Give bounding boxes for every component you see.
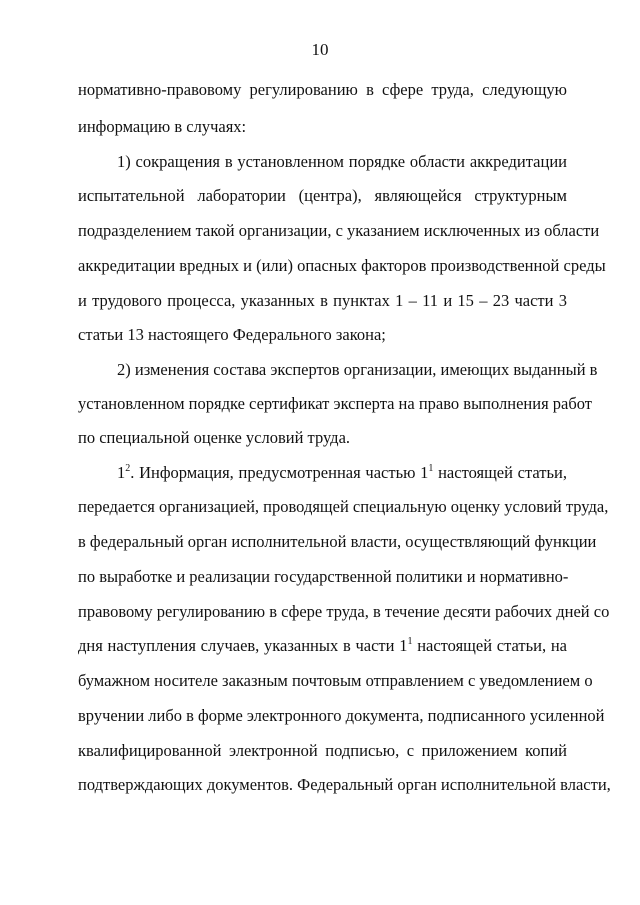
text-line: испытательной лаборатории (центра), являющейся структурным [78,186,567,205]
point-superscript: 2 [125,463,131,474]
text-line: нормативно-правовому регулированию в сфере труда, следующую [78,80,567,99]
text-fragment: . Информация, предусмотренная частью 1 [130,463,429,482]
text-fragment: настоящей статьи, [433,463,567,482]
text-line: 1) сокращения в установленном порядке области аккредитации [117,152,567,171]
text-line: по выработке и реализации государственной политики и нормативно- [78,567,569,586]
part-superscript: 1 [407,636,413,647]
text-line: статьи 13 настоящего Федерального закона; [78,325,386,344]
text-line: передается организацией, проводящей специальную оценку условий труда, [78,497,609,516]
text-fragment: дня наступления случаев, указанных в части 1 [78,636,408,655]
text-line: в федеральный орган исполнительной власти, осуществляющий функции [78,532,597,551]
text-line: правовому регулированию в сфере труда, в течение десяти рабочих дней со [78,602,610,621]
text-line: установленном порядке сертификат эксперта на право выполнения работ [78,394,592,413]
point-number: 1 [117,463,126,482]
text-line: аккредитации вредных и (или) опасных факторов производственной среды [78,256,606,275]
part-superscript: 1 [428,463,434,474]
text-line: бумажном носителе заказным почтовым отправлением с уведомлением о [78,671,593,690]
page-number: 10 [311,40,329,59]
text-line: 2) изменения состава экспертов организации, имеющих выданный в [117,360,598,379]
text-line: информацию в случаях: [78,117,247,136]
text-line: и трудового процесса, указанных в пунктах 1 – 11 и 15 – 23 части 3 [78,291,567,310]
text-line: по специальной оценке условий труда. [78,428,351,447]
text-line: подтверждающих документов. Федеральный орган исполнительной власти, [78,775,611,794]
text-line: вручении либо в форме электронного документа, подписанного усиленной [78,706,605,725]
text-line: квалифицированной электронной подписью, с приложением копий [78,741,567,760]
text-line-point-heading [117,463,567,483]
text-line: подразделением такой организации, с указанием исключенных из области [78,221,600,240]
text-line-with-reference [78,636,567,656]
text-fragment: настоящей статьи, на [412,636,567,655]
